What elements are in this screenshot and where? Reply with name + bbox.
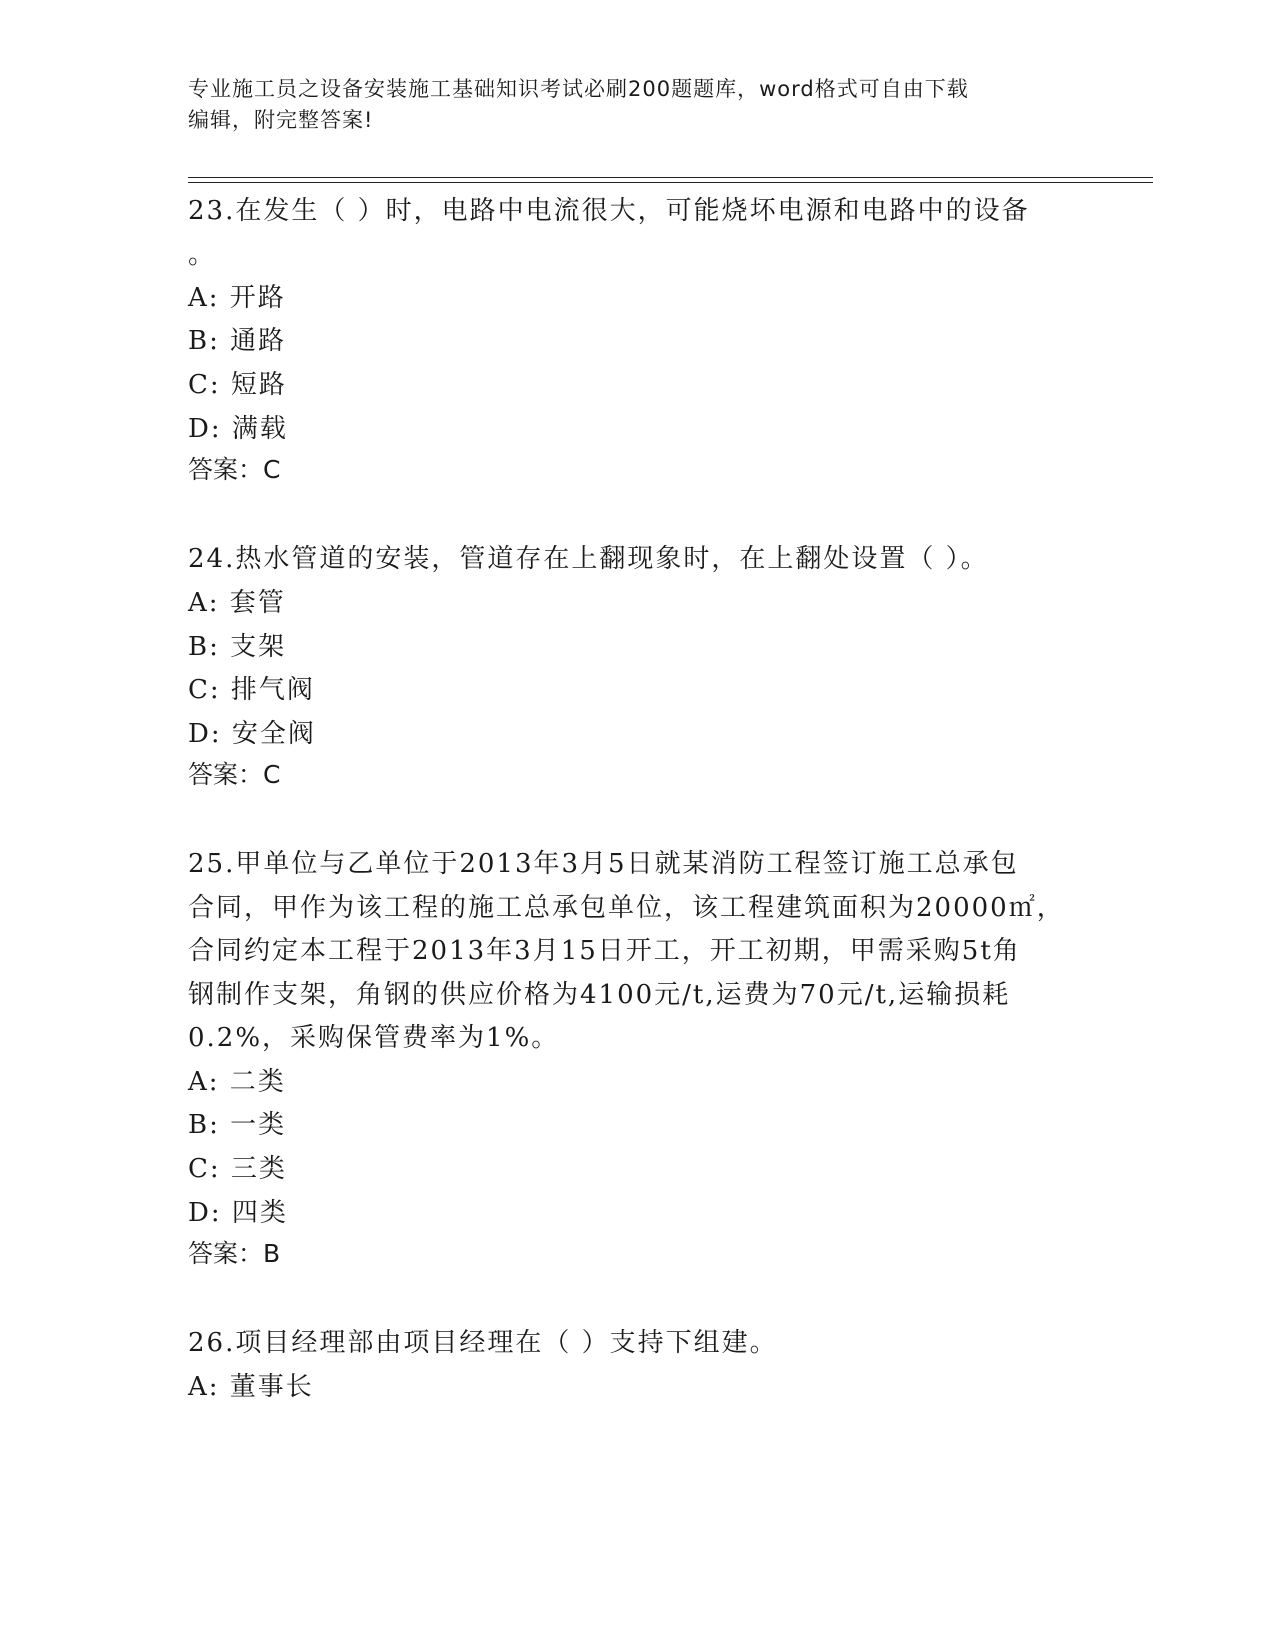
question-23-option-c: C: 短路 <box>188 370 287 400</box>
question-23-stem-end: 。 <box>188 240 217 270</box>
question-24-option-d: D: 安全阀 <box>188 719 316 749</box>
question-23-stem: 23.在发生（ ）时，电路中电流很大，可能烧坏电源和电路中的设备 <box>188 196 1030 226</box>
header-divider-top <box>188 177 1153 178</box>
header-line-2: 编辑，附完整答案! <box>188 108 374 132</box>
question-25-stem-line-5: 0.2%，采购保管费率为1%。 <box>188 1023 560 1053</box>
question-23-option-d: D: 满载 <box>188 414 288 444</box>
question-25-stem-line-3: 合同约定本工程于2013年3月15日开工，开工初期，甲需采购5t角 <box>188 936 1021 966</box>
question-24-option-a: A: 套管 <box>188 588 286 618</box>
header-line-1: 专业施工员之设备安装施工基础知识考试必刷200题题库，word格式可自由下载 <box>188 77 969 101</box>
header-divider-bottom <box>188 182 1153 183</box>
question-26-stem: 26.项目经理部由项目经理在（ ）支持下组建。 <box>188 1328 778 1358</box>
question-23-option-b: B: 通路 <box>188 326 287 356</box>
question-25-stem-line-4: 钢制作支架，角钢的供应价格为4100元/t,运费为70元/t,运输损耗 <box>188 980 1011 1010</box>
question-25-answer: 答案：B <box>188 1239 281 1268</box>
question-24-answer: 答案：C <box>188 760 281 789</box>
question-24-option-b: B: 支架 <box>188 632 287 662</box>
question-25-option-b: B: 一类 <box>188 1110 287 1140</box>
question-23-option-a: A: 开路 <box>188 283 286 313</box>
question-25-option-c: C: 三类 <box>188 1154 287 1184</box>
question-25-option-a: A: 二类 <box>188 1067 286 1097</box>
question-26-option-a: A: 董事长 <box>188 1372 314 1402</box>
question-24-option-c: C: 排气阀 <box>188 675 315 705</box>
question-25-stem-line-1: 25.甲单位与乙单位于2013年3月5日就某消防工程签订施工总承包 <box>188 849 1019 879</box>
question-24-stem: 24.热水管道的安装，管道存在上翻现象时，在上翻处设置（ ）。 <box>188 544 989 574</box>
document-header <box>188 74 1088 136</box>
question-25-option-d: D: 四类 <box>188 1198 288 1228</box>
question-23-answer: 答案：C <box>188 455 281 484</box>
question-25-stem-line-2: 合同，甲作为该工程的施工总承包单位，该工程建筑面积为20000㎡， <box>188 893 1065 923</box>
